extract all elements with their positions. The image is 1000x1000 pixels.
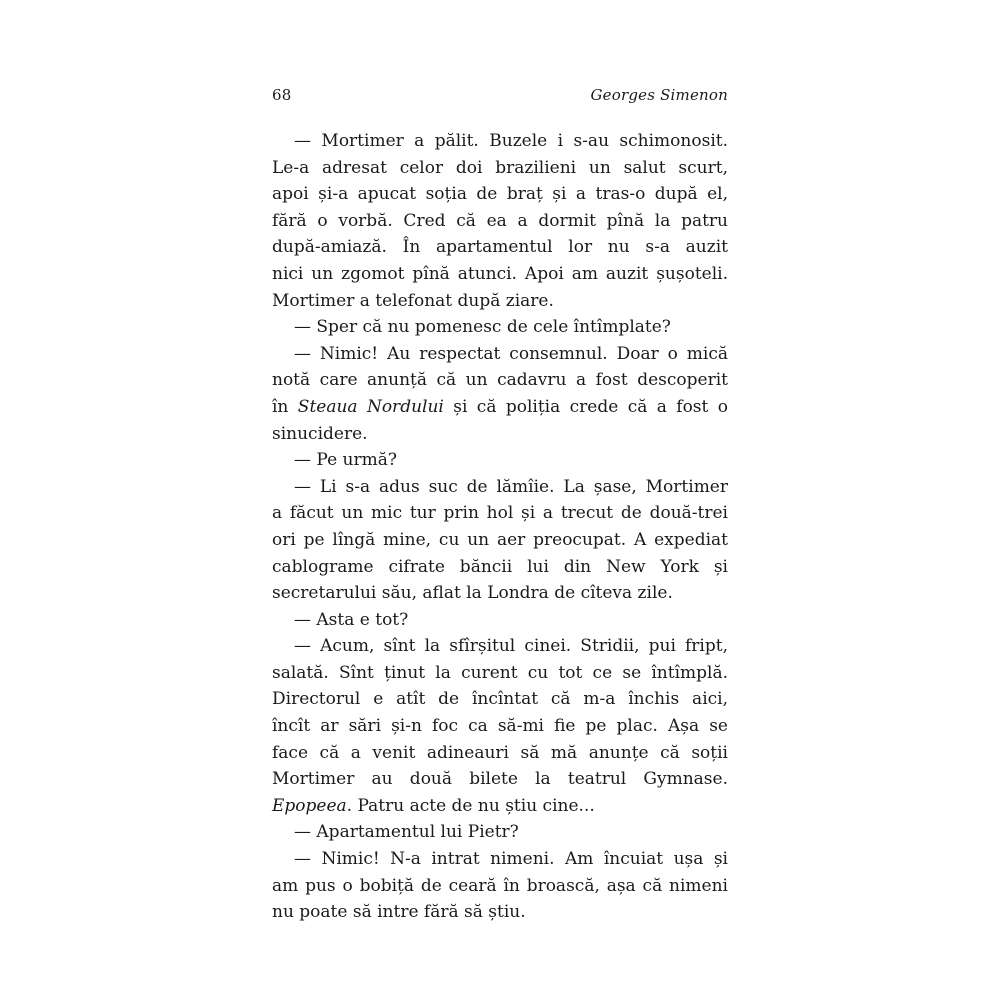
- line-segment: și că poliția crede că a fost o: [443, 396, 728, 417]
- running-head-author: Georges Simenon: [590, 86, 728, 104]
- text-line: — Nimic! N-a intrat nimeni. Am încuiat ușa și: [294, 849, 728, 870]
- text-line: — Pe urmă?: [294, 450, 397, 471]
- text-line: notă care anunță că un cadavru a fost descoperit: [272, 370, 728, 391]
- text-line: face că a venit adineauri să mă anunțe că soții: [272, 742, 728, 763]
- text-line: Le-a adresat celor doi brazilieni un salut scurt,: [272, 157, 728, 178]
- text-line: — Sper că nu pomenesc de cele întîmplate?: [294, 317, 671, 338]
- text-line: — Acum, sînt la sfîrșitul cinei. Stridii, pui fript,: [294, 636, 728, 657]
- line-segment: în: [272, 396, 298, 417]
- text-line: nici un zgomot pînă atunci. Apoi am auzit șușoteli.: [272, 263, 728, 284]
- text-line: sinucidere.: [272, 423, 368, 444]
- page-header: [272, 86, 728, 110]
- text-line: ori pe lîngă mine, cu un aer preocupat. A expediat: [272, 529, 728, 550]
- text-line: — Nimic! Au respectat consemnul. Doar o mică: [294, 343, 728, 364]
- text-line: [272, 394, 728, 421]
- text-line: Mortimer a telefonat după ziare.: [272, 290, 554, 311]
- text-line: apoi și-a apucat soția de braț și a tras-o după el,: [272, 184, 728, 205]
- text-line: încît ar sări și-n foc ca să-mi fie pe plac. Așa se: [272, 716, 728, 737]
- text-line: — Mortimer a pălit. Buzele i s-au schimonosit.: [294, 131, 728, 151]
- text-line: a făcut un mic tur prin hol și a trecut de două-trei: [272, 503, 728, 524]
- italic-title: Steaua Nordului: [297, 396, 444, 417]
- text-line: după-amiază. În apartamentul lor nu s-a auzit: [272, 237, 728, 258]
- text-line: Directorul e atît de încîntat că m-a închis aici,: [272, 689, 728, 710]
- text-line: — Li s-a adus suc de lămîie. La șase, Mortimer: [294, 476, 728, 497]
- body-text: [272, 128, 728, 926]
- page-number: 68: [272, 86, 292, 104]
- text-line: [272, 793, 728, 820]
- text-line: am pus o bobiță de ceară în broască, așa că nimeni: [272, 875, 728, 896]
- text-line: — Asta e tot?: [294, 609, 409, 630]
- line-segment: . Patru acte de nu știu cine...: [346, 795, 595, 816]
- text-line: Mortimer au două bilete la teatrul Gymnase.: [272, 769, 728, 790]
- text-line: nu poate să intre fără să știu.: [272, 902, 526, 923]
- text-line: secretarului său, aflat la Londra de cîteva zile.: [272, 583, 673, 604]
- text-line: cablograme cifrate băncii lui din New York și: [272, 556, 728, 577]
- text-line: — Apartamentul lui Pietr?: [294, 822, 519, 843]
- text-line: fără o vorbă. Cred că ea a dormit pînă la patru: [272, 210, 728, 231]
- text-line: salată. Sînt ținut la curent cu tot ce se întîmplă.: [272, 662, 728, 683]
- italic-title: Epopeea: [272, 795, 347, 816]
